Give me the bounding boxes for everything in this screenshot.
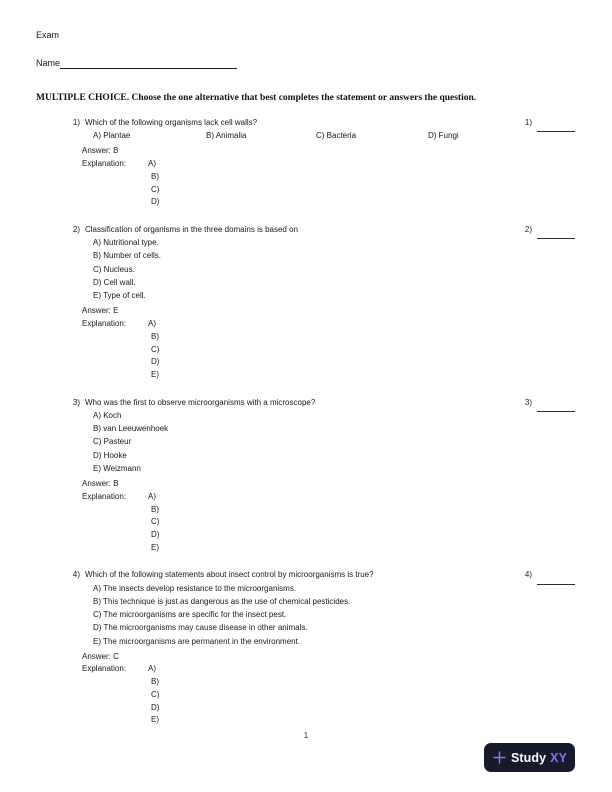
question-option: D) Hooke [93, 450, 127, 460]
question-number-right: 2) [524, 224, 532, 234]
explanation-item: E) [151, 542, 159, 552]
question-option: C) Nucleus. [93, 264, 135, 274]
explanation-item: A) [148, 159, 156, 169]
question-option: D) Cell wall. [93, 277, 136, 287]
explanation-items [148, 318, 159, 382]
answer-label: Answer: [82, 651, 114, 661]
question-heading [36, 116, 575, 129]
explanation-items [148, 663, 159, 727]
question-option: C) Bacteria [316, 131, 357, 141]
explanation-item: C) [151, 517, 160, 527]
explanation-item: C) [151, 689, 160, 699]
question-options [93, 409, 575, 475]
explanation-row [82, 663, 575, 727]
question-option: D) The microorganisms may cause disease in other animals. [93, 623, 308, 633]
question-answer-marker [525, 396, 575, 410]
question-text: Which of the following organisms lack cell walls? [85, 118, 258, 127]
question-option: B) This technique is just as dangerous as the use of chemical pesticides. [93, 596, 351, 606]
explanation-item: E) [151, 369, 159, 379]
answer-label: Answer: [82, 306, 114, 316]
question-block [36, 223, 575, 382]
name-label: Name [36, 58, 61, 68]
answer-value: B [113, 146, 119, 156]
explanation-item: B) [151, 677, 159, 687]
question-option: A) Plantae [93, 131, 131, 141]
question-option: B) van Leeuwenhoek [93, 424, 169, 434]
question-answer-marker [525, 116, 575, 130]
question-number: 4) [72, 570, 80, 580]
question-block [36, 568, 575, 727]
brand-text-study: Study [510, 750, 547, 765]
question-number-right: 4) [524, 570, 532, 580]
document-title: Exam [36, 30, 60, 40]
page-number: 1 [303, 731, 309, 740]
question-option: C) The microorganisms are specific for the insect pest. [93, 610, 287, 620]
section-instructions: MULTIPLE CHOICE. Choose the one alternative that best completes the statement or answers the question. [36, 93, 477, 103]
question-number: 2) [72, 224, 80, 234]
explanation-row [82, 318, 575, 382]
answer-label: Answer: [82, 146, 114, 156]
answer-row [82, 651, 575, 664]
explanation-label: Explanation: [82, 491, 127, 501]
question-option: A) Koch [93, 410, 122, 420]
question-text: Which of the following statements about insect control by microorganisms is true? [85, 570, 374, 580]
question-options [93, 236, 575, 302]
question-option: A) The insects develop resistance to the microorganisms. [93, 583, 297, 593]
question-number: 1) [72, 118, 80, 127]
explanation-label: Explanation: [82, 159, 127, 169]
questions-container [36, 116, 575, 741]
brand-text-xy: XY [550, 750, 568, 765]
explanation-row [82, 158, 575, 209]
question-number: 3) [72, 397, 80, 407]
question-option: A) Nutritional type. [93, 238, 159, 248]
explanation-item: E) [151, 715, 159, 725]
explanation-item: D) [151, 529, 160, 539]
explanation-label: Explanation: [82, 319, 127, 329]
explanation-row [82, 491, 575, 555]
explanation-item: B) [151, 331, 159, 341]
question-answer-marker [525, 568, 575, 582]
explanation-items [148, 158, 159, 209]
question-heading [36, 396, 575, 409]
explanation-items [148, 491, 159, 555]
name-field-row [36, 58, 237, 69]
answer-value: B [113, 479, 119, 489]
question-heading [36, 568, 575, 581]
explanation-item: D) [151, 197, 160, 207]
answer-label: Answer: [82, 479, 114, 489]
question-option: B) Number of cells. [93, 251, 162, 261]
question-number-right: 1) [524, 118, 532, 127]
answer-row [82, 305, 575, 318]
answer-row [82, 478, 575, 491]
explanation-item: A) [148, 664, 156, 674]
explanation-item: B) [151, 171, 159, 181]
question-option: E) Weizmann [93, 463, 141, 473]
answer-value: E [113, 306, 119, 316]
question-number-right: 3) [524, 397, 532, 407]
explanation-item: C) [151, 344, 160, 354]
answer-row [82, 145, 575, 158]
question-block [36, 396, 575, 555]
answer-blank-line [537, 120, 575, 132]
question-text: Classification of organisms in the three domains is based on [85, 224, 298, 234]
question-option: E) Type of cell. [93, 291, 146, 301]
answer-blank-line [537, 227, 575, 239]
explanation-item: A) [148, 491, 156, 501]
answer-value: C [113, 651, 119, 661]
answer-blank-line [537, 573, 575, 585]
question-option: B) Animalia [206, 131, 247, 141]
answer-blank-line [537, 400, 575, 412]
question-block [36, 116, 575, 209]
question-option: E) The microorganisms are permanent in the environment. [93, 636, 301, 646]
explanation-item: C) [151, 184, 160, 194]
question-option: C) Pasteur [93, 437, 132, 447]
name-blank-line [60, 58, 237, 69]
explanation-item: D) [151, 702, 160, 712]
explanation-item: B) [151, 504, 159, 514]
question-option: D) Fungi [428, 131, 459, 141]
plus-icon [492, 750, 507, 765]
studyxy-brand-badge[interactable] [484, 743, 575, 772]
question-options [93, 582, 575, 648]
explanation-item: D) [151, 357, 160, 367]
question-text: Who was the first to observe microorganisms with a microscope? [85, 397, 316, 407]
question-answer-marker [525, 223, 575, 237]
question-heading [36, 223, 575, 236]
question-options [93, 129, 575, 142]
explanation-item: A) [148, 319, 156, 329]
explanation-label: Explanation: [82, 664, 127, 674]
